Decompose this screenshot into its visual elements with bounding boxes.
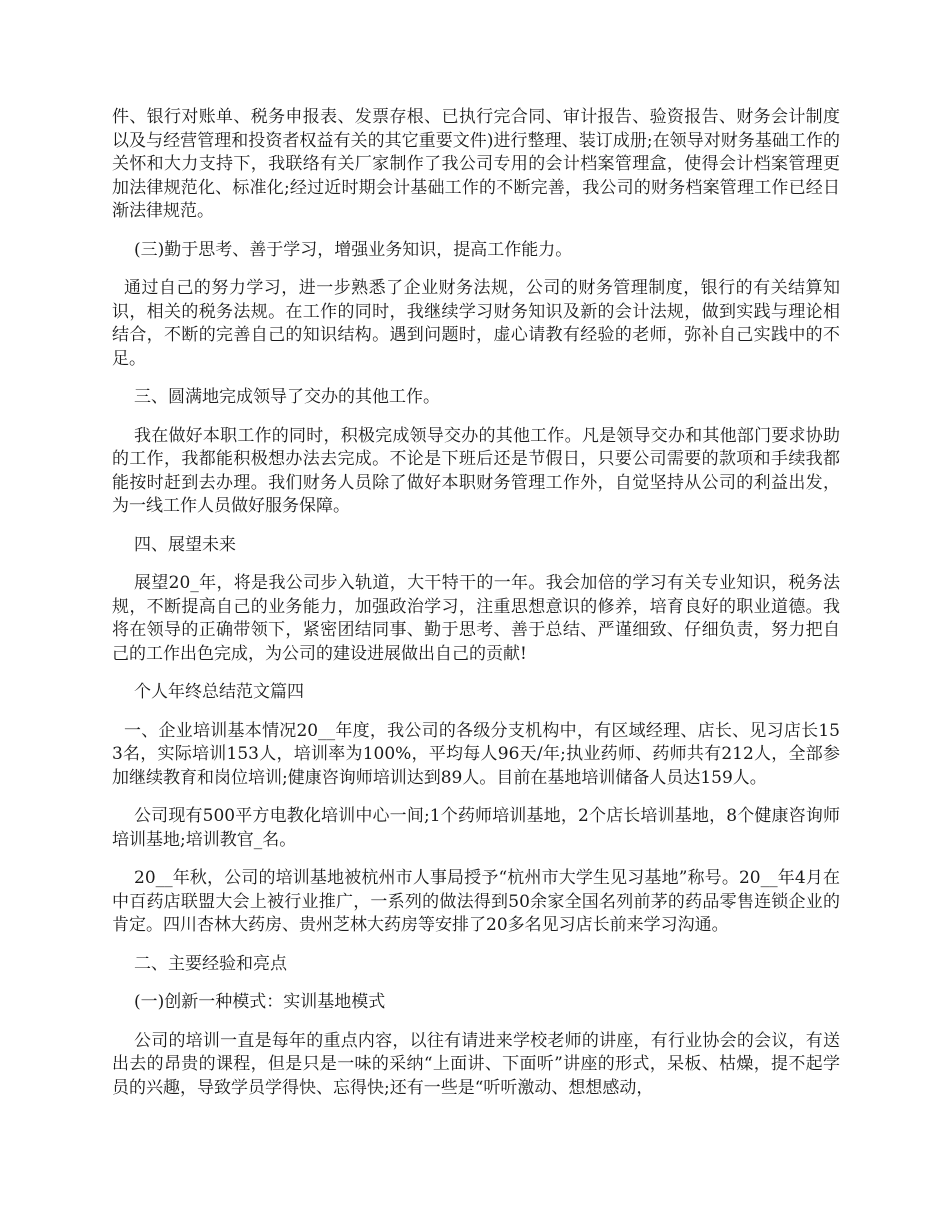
paragraph-training-history: 公司的培训一直是每年的重点内容，以往有请进来学校老师的讲座，有行业协会的会议，有送出去的昂贵的课程，但是只是一味的采纳“上面讲、下面听”讲座的形式，呆板、枯燥，提不起学员的兴趣，导致学员学得快、忘得快;还有一些是“听听激动、想想感动，	[112, 1030, 840, 1098]
heading-summary-article-four: 个人年终总结范文篇四	[134, 682, 304, 702]
heading-other-tasks: 三、圆满地完成领导了交办的其他工作。	[134, 387, 440, 407]
paragraph-training-recognition: 20__年秋，公司的培训基地被杭州市人事局授予“杭州市大学生见习基地”称号。20__年4月在中百药店联盟大会上被行业推广，一系列的做法得到50余家全国名列前茅的药品零售连锁企业的肯定。四川杏林大药房、贵州芝林大药房等安排了20多名见习店长前来学习沟通。	[112, 868, 840, 935]
document-body	[112, 106, 840, 1115]
paragraph-training-overview: 一、企业培训基本情况20__年度，我公司的各级分支机构中，有区域经理、店长、见习店长153名，实际培训153人，培训率为100%，平均每人96天/年;执业药师、药师共有212人，全部参加继续教育和岗位培训;健康咨询师培训达到89人。目前在基地培训储备人员达159人。	[112, 720, 840, 788]
heading-experience-highlights: 二、主要经验和亮点	[134, 953, 287, 974]
heading-innovation-model: (一)创新一种模式：实训基地模式	[134, 992, 386, 1012]
heading-outlook: 四、展望未来	[134, 534, 236, 555]
paragraph-outlook: 展望20_年，将是我公司步入轨道，大干特干的一年。我会加倍的学习有关专业知识，税务法规，不断提高自己的业务能力，加强政治学习，注重思想意识的修养，培育良好的职业道德。我将在领导的正确带领下，紧密团结同事、勤于思考、善于总结、严谨细致、仔细负责，努力把自己的工作出色完成，为公司的建设进展做出自己的贡献!	[112, 573, 840, 664]
paragraph-training-facilities: 公司现有500平方电教化培训中心一间;1个药师培训基地，2个店长培训基地，8个健康咨询师培训基地;培训教官_名。	[112, 806, 840, 850]
paragraph-archive-management: 件、银行对账单、税务申报表、发票存根、已执行完合同、审计报告、验资报告、财务会计制度以及与经营管理和投资者权益有关的其它重要文件)进行整理、装订成册;在领导对财务基础工作的关怀和大力支持下，我联络有关厂家制作了我公司专用的会计档案管理盒，使得会计档案管理更加法律规范化、标准化;经过近时期会计基础工作的不断完善，我公司的财务档案管理工作已经日渐法律规范。	[112, 107, 840, 221]
paragraph-self-study: 通过自己的努力学习，进一步熟悉了企业财务法规，公司的财务管理制度，银行的有关结算知识，相关的税务法规。在工作的同时，我继续学习财务知识及新的会计法规，做到实践与理论相结合，不断的完善自己的知识结构。遇到问题时，虚心请教有经验的老师，弥补自己实践中的不足。	[112, 278, 840, 369]
paragraph-other-tasks: 我在做好本职工作的同时，积极完成领导交办的其他工作。凡是领导交办和其他部门要求协助的工作，我都能积极想办法去完成。不论是下班后还是节假日，只要公司需要的款项和手续我都能按时赶到去办理。我们财务人员除了做好本职财务管理工作外，自觉坚持从公司的利益出发，为一线工作人员做好服务保障。	[112, 425, 840, 516]
heading-study-diligently: (三)勤于思考、善于学习，增强业务知识，提高工作能力。	[134, 239, 573, 260]
